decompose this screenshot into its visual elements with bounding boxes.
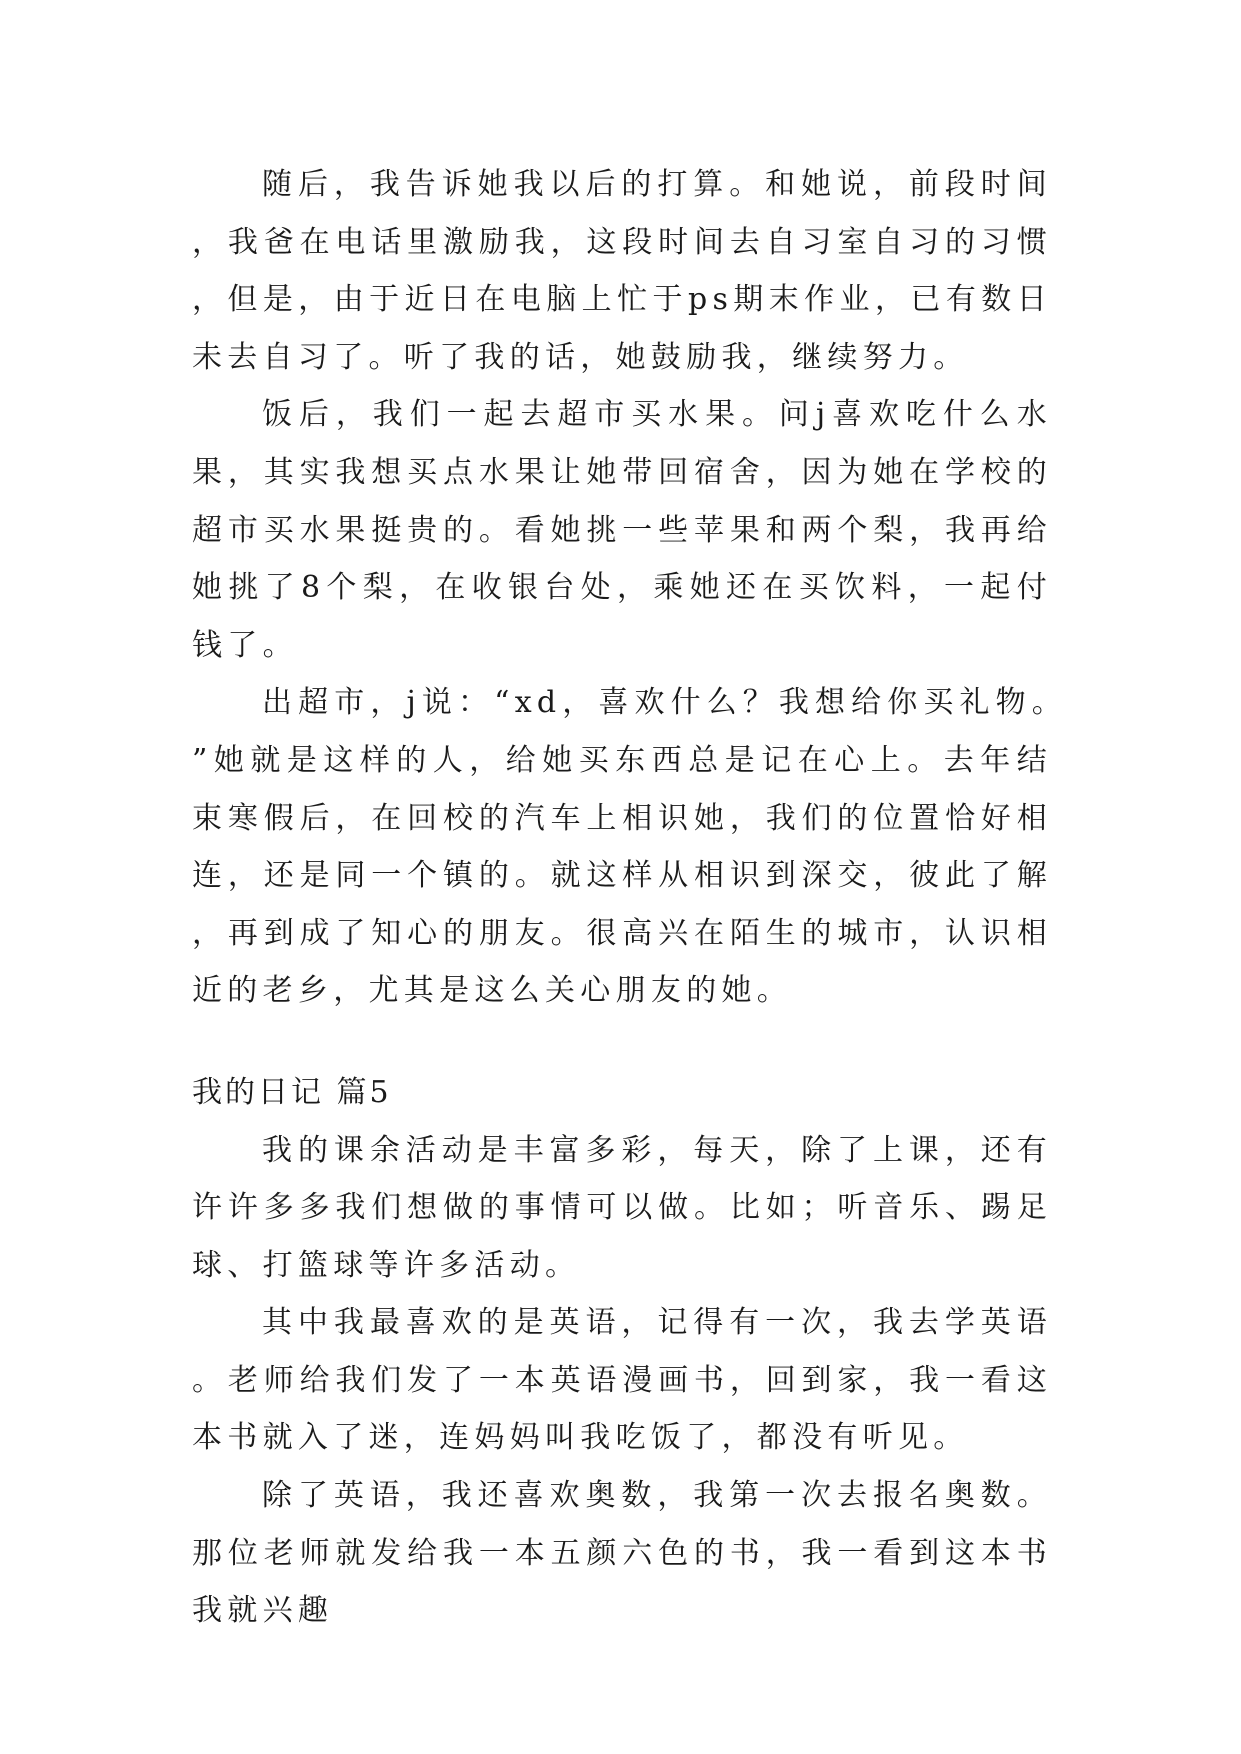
paragraph-math: 除了英语，我还喜欢奥数，我第一次去报名奥数。那位老师就发给我一本五颜六色的书，我一看到这本书我就兴趣	[192, 1478, 1052, 1629]
document-body	[192, 156, 1052, 1640]
paragraph-english: 其中我最喜欢的是英语，记得有一次，我去学英语。老师给我们发了一本英语漫画书，回到家，我一看这本书就入了迷，连妈妈叫我吃饭了，都没有听见。	[192, 1305, 1052, 1456]
paragraph-supermarket: 饭后，我们一起去超市买水果。问j喜欢吃什么水果，其实我想买点水果让她带回宿舍，因为她在学校的超市买水果挺贵的。看她挑一些苹果和两个梨，我再给她挑了8个梨，在收银台处，乘她还在买饮料，一起付钱了。	[192, 397, 1052, 663]
paragraph-plans: 随后，我告诉她我以后的打算。和她说，前段时间，我爸在电话里激励我，这段时间去自习室自习的习惯，但是，由于近日在电脑上忙于ps期末作业，已有数日未去自习了。听了我的话，她鼓励我，继续努力。	[192, 167, 1052, 375]
section-spacer	[192, 1020, 1052, 1064]
paragraph-friendship: 出超市，j说：“xd，喜欢什么？我想给你买礼物。”她就是这样的人，给她买东西总是记在心上。去年结束寒假后，在回校的汽车上相识她，我们的位置恰好相连，还是同一个镇的。就这样从相识到深交，彼此了解，再到成了知心的朋友。很高兴在陌生的城市，认识相近的老乡，尤其是这么关心朋友的她。	[192, 685, 1052, 1009]
section-heading: 我的日记 篇5	[192, 1074, 392, 1110]
paragraph-activities: 我的课余活动是丰富多彩，每天，除了上课，还有许许多多我们想做的事情可以做。比如；听音乐、踢足球、打篮球等许多活动。	[192, 1132, 1052, 1283]
